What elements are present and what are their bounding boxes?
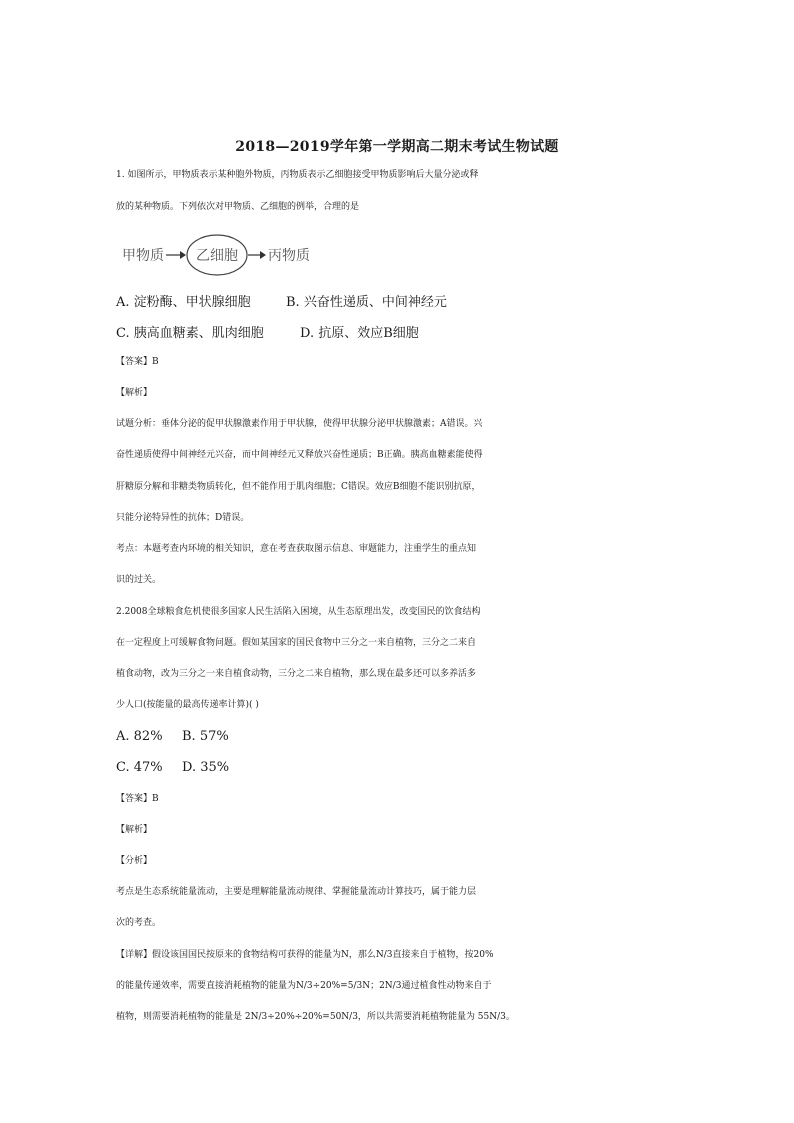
q2-options-row-1 bbox=[116, 729, 229, 744]
q2-detail-line-2: 的能量传递效率，需要直接消耗植物的能量为N/3÷20%=5/3N；2N/3通过植食性动物来自于 bbox=[116, 981, 492, 991]
diagram-right-label: 丙物质 bbox=[268, 248, 310, 264]
q2-answer: 【答案】B bbox=[116, 794, 159, 804]
q2-stem-line-1: 2.2008全球粮食危机使很多国家人民生活陷入困境，从生态原理出发，改变国民的饮食结构 bbox=[116, 607, 481, 617]
q1-diagram bbox=[120, 232, 320, 278]
q1-options-row-1 bbox=[116, 291, 447, 310]
diagram-left-label: 甲物质 bbox=[122, 248, 164, 264]
q1-analysis-line-2: 奋性递质使得中间神经元兴奋，而中间神经元又释放兴奋性递质；B正确。胰高血糖素能使得 bbox=[116, 450, 483, 460]
q1-kaodian-line-2: 识的过关。 bbox=[116, 575, 162, 585]
q1-stem-line-1: 1. 如图所示，甲物质表示某种胞外物质，丙物质表示乙细胞接受甲物质影响后大量分泌或释 bbox=[116, 170, 479, 180]
q1-option-c: C. 胰高血糖素、肌肉细胞 bbox=[116, 326, 264, 341]
q1-option-a: A. 淀粉酶、甲状腺细胞 bbox=[116, 295, 251, 310]
q2-analysis-heading: 【解析】 bbox=[116, 825, 153, 835]
q1-options-row-2 bbox=[116, 322, 419, 341]
q2-fenxi-heading: 【分析】 bbox=[116, 856, 153, 866]
q2-option-a: A. 82% bbox=[116, 729, 163, 744]
q1-analysis-heading: 【解析】 bbox=[116, 388, 153, 398]
q2-fenxi-line-1: 考点是生态系统能量流动，主要是理解能量流动规律、掌握能量流动计算技巧，属于能力层 bbox=[116, 887, 477, 897]
arrow-head-left bbox=[180, 251, 186, 259]
q1-analysis-line-3: 肝糖原分解和非糖类物质转化，但不能作用于肌肉细胞；C错误。效应B细胞不能识别抗原， bbox=[116, 482, 481, 492]
q2-detail-line-1: 【详解】假设该国国民按原来的食物结构可获得的能量为N，那么N/3直接来自于植物，按20% bbox=[116, 950, 494, 960]
q2-fenxi-line-2: 次的考查。 bbox=[116, 918, 162, 928]
q2-options-row-2 bbox=[116, 760, 229, 775]
q2-option-b: B. 57% bbox=[182, 729, 229, 744]
arrow-head-right bbox=[260, 251, 266, 259]
q2-option-c: C. 47% bbox=[116, 760, 163, 775]
q2-option-d: D. 35% bbox=[182, 760, 230, 775]
diagram-cell-label: 乙细胞 bbox=[196, 248, 238, 264]
q1-analysis-line-4: 只能分泌特异性的抗体；D错误。 bbox=[116, 513, 250, 523]
q1-analysis-line-1: 试题分析：垂体分泌的促甲状腺激素作用于甲状腺，使得甲状腺分泌甲状腺激素；A错误。兴 bbox=[116, 419, 483, 429]
page-title: 2018—2019学年第一学期高二期末考试生物试题 bbox=[235, 139, 559, 155]
cell-diagram bbox=[120, 232, 320, 278]
q1-option-d: D. 抗原、效应B细胞 bbox=[300, 326, 419, 341]
q2-stem-line-4: 少人口(按能量的最高传递率计算)( ) bbox=[116, 700, 259, 710]
q1-stem-line-2: 放的某种物质。下列依次对甲物质、乙细胞的例举，合理的是 bbox=[116, 202, 360, 212]
q2-stem-line-3: 植食动物，改为三分之一来自植食动物，三分之二来自植物，那么现在最多还可以多养活多 bbox=[116, 669, 477, 679]
q1-option-b: B. 兴奋性递质、中间神经元 bbox=[286, 295, 447, 310]
q2-stem-line-2: 在一定程度上可缓解食物问题。假如某国家的国民食物中三分之一来自植物，三分之二来自 bbox=[116, 638, 477, 648]
q1-kaodian-line-1: 考点：本题考查内环境的相关知识，意在考查获取图示信息、审题能力，注重学生的重点知 bbox=[116, 544, 477, 554]
q1-answer: 【答案】B bbox=[116, 357, 159, 367]
q2-detail-line-3: 植物，则需要消耗植物的能量是 2N/3÷20%÷20%=50N/3，所以共需要消耗植物能量为 55N/3。 bbox=[116, 1012, 515, 1022]
